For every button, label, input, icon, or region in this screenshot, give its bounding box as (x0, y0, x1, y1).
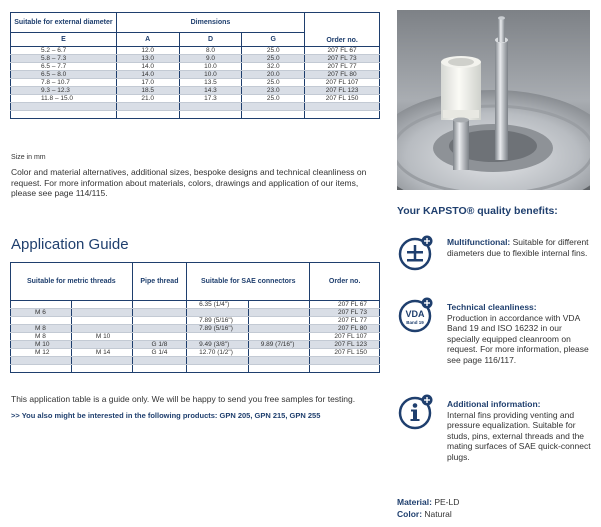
table-cell: 5.8 – 7.3 (11, 55, 117, 63)
table-cell: 207 FL 107 (305, 79, 380, 87)
table-row (11, 301, 380, 309)
table-cell (242, 103, 305, 111)
table-cell: 21.0 (116, 95, 179, 103)
table-cell (132, 333, 186, 341)
application-guide-title: Application Guide (11, 236, 129, 253)
table-cell (11, 111, 117, 119)
table-cell: 14.0 (116, 63, 179, 71)
table-row (11, 103, 380, 111)
table-cell (71, 357, 132, 365)
table-row (11, 79, 380, 87)
table-row (11, 47, 380, 55)
benefit-technical-cleanliness: Technical cleanliness: Production in accordance with VDA Band 19 and ISO 16232 in our specially equipped cleanroom on request. For more information, please see page 116/117. (447, 302, 589, 365)
table-cell (305, 111, 380, 119)
dimensions-table (10, 12, 380, 119)
table-cell (187, 357, 249, 365)
table-cell: 207 FL 80 (310, 325, 380, 333)
table-cell (248, 365, 310, 373)
table-cell (71, 301, 132, 309)
table-cell (242, 111, 305, 119)
table-cell: 207 FL 67 (310, 301, 380, 309)
table-cell: 14.3 (179, 87, 242, 95)
table-cell (305, 103, 380, 111)
table-cell: 25.0 (242, 47, 305, 55)
table-cell: M 10 (11, 341, 72, 349)
table-row (11, 63, 380, 71)
table-cell (71, 309, 132, 317)
d-header: D (179, 33, 242, 47)
table-cell (71, 317, 132, 325)
table-cell: 20.0 (242, 71, 305, 79)
table-cell (187, 309, 249, 317)
table-cell (248, 349, 310, 357)
table-cell (187, 333, 249, 341)
table-row (11, 87, 380, 95)
table-cell: 6.5 – 8.0 (11, 71, 117, 79)
table-cell: 10.0 (179, 63, 242, 71)
table-cell: 12.70 (1/2") (187, 349, 249, 357)
table-cell: 207 FL 77 (305, 63, 380, 71)
table-cell (248, 325, 310, 333)
table-cell: G 1/4 (132, 349, 186, 357)
table-cell: 7.89 (5/16") (187, 325, 249, 333)
vda-badge-icon (398, 297, 434, 338)
color-line: Color: Natural (397, 509, 452, 519)
diameter-header: Suitable for external diameter (11, 13, 117, 33)
table-cell: 207 FL 73 (310, 309, 380, 317)
table-row (11, 325, 380, 333)
table-row (11, 365, 380, 373)
table-cell: 207 FL 150 (310, 349, 380, 357)
vda-label: VDA (405, 309, 425, 319)
table-cell: 207 FL 67 (305, 47, 380, 55)
table-cell (116, 111, 179, 119)
table-cell (11, 103, 117, 111)
table-cell (187, 365, 249, 373)
table-cell (248, 317, 310, 325)
sae-header: Suitable for SAE connectors (187, 263, 310, 301)
material-line: Material: PE-LD (397, 497, 460, 507)
also-interested-link[interactable]: >> You also might be interested in the following products: GPN 205, GPN 215, GPN 255 (11, 411, 321, 420)
table-cell (71, 365, 132, 373)
table-cell: 5.2 – 6.7 (11, 47, 117, 55)
table-cell (132, 365, 186, 373)
table-row (11, 309, 380, 317)
table-cell: 17.3 (179, 95, 242, 103)
table-cell (11, 357, 72, 365)
table-cell (132, 325, 186, 333)
table-cell: M 6 (11, 309, 72, 317)
table-cell: G 1/8 (132, 341, 186, 349)
table-cell: 13.5 (179, 79, 242, 87)
table-cell (132, 357, 186, 365)
table-cell: 7.89 (5/16") (187, 317, 249, 325)
table-row (11, 317, 380, 325)
table-cell: 11.8 – 15.0 (11, 95, 117, 103)
table-row (11, 71, 380, 79)
table-cell: M 8 (11, 325, 72, 333)
table-cell (310, 357, 380, 365)
a-header: A (116, 33, 179, 47)
table-cell: M 10 (71, 333, 132, 341)
quality-benefits-title: Your KAPSTO® quality benefits: (397, 205, 558, 217)
table-cell: 207 FL 73 (305, 55, 380, 63)
table-cell: 6.35 (1/4") (187, 301, 249, 309)
table-cell (116, 103, 179, 111)
table-cell (132, 317, 186, 325)
table-cell: 207 FL 123 (310, 341, 380, 349)
table-cell: 9.89 (7/16") (248, 341, 310, 349)
table-cell: 7.8 – 10.7 (11, 79, 117, 87)
table-cell: 9.3 – 12.3 (11, 87, 117, 95)
dimensions-header: Dimensions (116, 13, 304, 33)
table-cell (71, 325, 132, 333)
table-cell (132, 301, 186, 309)
table-cell: 32.0 (242, 63, 305, 71)
metric-header: Suitable for metric threads (11, 263, 133, 301)
plus-minus-icon (398, 235, 434, 276)
guide-note: This application table is a guide only. We will be happy to send you free samples for testing. (11, 394, 356, 404)
table-cell: 23.0 (242, 87, 305, 95)
table-row (11, 95, 380, 103)
table-row (11, 357, 380, 365)
g-header: G (242, 33, 305, 47)
table-cell (11, 301, 72, 309)
table-cell (11, 317, 72, 325)
table-cell: 207 FL 123 (305, 87, 380, 95)
table-cell: 9.0 (179, 55, 242, 63)
table-cell: 14.0 (116, 71, 179, 79)
vda-sub-label: Band 19 (406, 320, 424, 325)
info-icon (398, 394, 434, 435)
table-cell: 8.0 (179, 47, 242, 55)
table-cell: 18.5 (116, 87, 179, 95)
table-cell: M 8 (11, 333, 72, 341)
table-cell: 25.0 (242, 95, 305, 103)
table-cell (248, 301, 310, 309)
table-cell: 207 FL 150 (305, 95, 380, 103)
table-cell: 13.0 (116, 55, 179, 63)
table-cell: 25.0 (242, 79, 305, 87)
app-order-header: Order no. (310, 263, 380, 301)
table-cell (11, 365, 72, 373)
table-cell: 9.49 (3/8") (187, 341, 249, 349)
table-cell: 207 FL 80 (305, 71, 380, 79)
table-cell (71, 341, 132, 349)
table-row (11, 341, 380, 349)
table-cell: 207 FL 107 (310, 333, 380, 341)
benefit-additional-information: Additional information: Internal fins providing venting and pressure equalization. Suitable for studs, pins, external threads and the mating surfaces of SAE quick-connect plugs. (447, 399, 591, 462)
benefit-multifunctional: Multifunctional: Suitable for different diameters due to flexible internal fins. (447, 237, 589, 258)
table-cell (248, 357, 310, 365)
table-cell: 6.5 – 7.7 (11, 63, 117, 71)
table-cell (179, 111, 242, 119)
product-photo (397, 10, 590, 190)
table-cell (248, 333, 310, 341)
order-no-header: Order no. (305, 13, 380, 47)
table-cell (132, 309, 186, 317)
table-cell: 17.0 (116, 79, 179, 87)
table-row (11, 333, 380, 341)
table-row (11, 55, 380, 63)
table-cell: 207 FL 77 (310, 317, 380, 325)
size-note: Size in mm (11, 154, 46, 161)
table-cell: M 14 (71, 349, 132, 357)
diameter-sub-header: E (11, 33, 117, 47)
table-row (11, 111, 380, 119)
application-table (10, 262, 380, 373)
pipe-header: Pipe thread (132, 263, 186, 301)
table-cell: 10.0 (179, 71, 242, 79)
table-cell (310, 365, 380, 373)
table-cell: 25.0 (242, 55, 305, 63)
table-cell: M 12 (11, 349, 72, 357)
table-cell (179, 103, 242, 111)
table-cell: 12.0 (116, 47, 179, 55)
alternatives-text: Color and material alternatives, additional sizes, bespoke designs and technical cleanliness on request. For more information about materials, colors, drawings and application of our items, please see page 114/115. (11, 167, 367, 198)
table-cell (248, 309, 310, 317)
table-row (11, 349, 380, 357)
